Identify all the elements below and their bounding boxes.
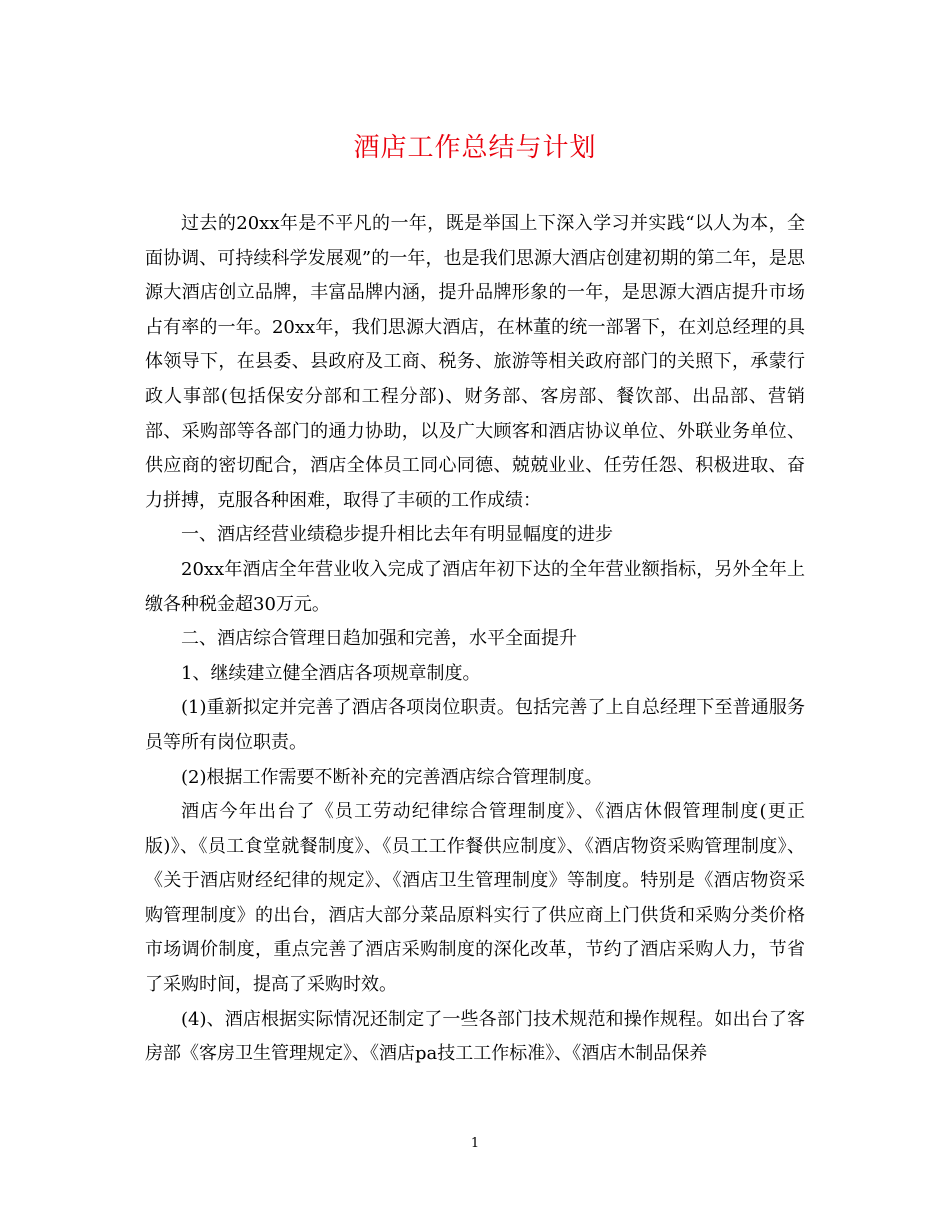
paragraph-revenue: 20xx年酒店全年营业收入完成了酒店年初下达的全年营业额指标，另外全年上缴各种税金超30万元。 — [145, 558, 805, 615]
subsection-heading-1: 1、继续建立健全酒店各项规章制度。 — [181, 662, 481, 684]
paragraph-intro: 过去的20xx年是不平凡的一年，既是举国上下深入学习并实践“以人为本，全面协调、可持续科学发展观”的一年，也是我们思源大酒店创建初期的第二年，是思源大酒店创立品牌，丰富品牌内涵，提升品牌形象的一年，是思源大酒店提升市场占有率的一年。20xx年，我们思源大酒店，在林董的统一部署下，在刘总经理的具体领导下，在县委、县政府及工商、税务、旅游等相关政府部门的关照下，承蒙行政人事部(包括保安分部和工程分部)、财务部、客房部、餐饮部、出品部、营销部、采购部等各部门的通力协助，以及广大顾客和酒店协议单位、外联业务单位、供应商的密切配合，酒店全体员工同心同德、兢兢业业、任劳任怨、积极进取、奋力拼搏，克服各种困难，取得了丰硕的工作成绩： — [145, 213, 805, 511]
section-heading-2: 二、酒店综合管理日趋加强和完善，水平全面提升 — [181, 628, 577, 650]
page-number: 1 — [470, 1136, 480, 1151]
section-heading-1: 一、酒店经营业绩稳步提升相比去年有明显幅度的进步 — [181, 524, 613, 546]
list-item-1: (1)重新拟定并完善了酒店各项岗位职责。包括完善了上自总经理下至普通服务员等所有岗位职责。 — [145, 697, 805, 753]
document-body — [145, 207, 805, 1072]
list-item-2: (2)根据工作需要不断补充的完善酒店综合管理制度。 — [181, 766, 603, 788]
list-item-4: (4)、酒店根据实际情况还制定了一些各部门技术规范和操作规程。如出台了客房部《客房卫生管理规定》、《酒店pa技工工作标准》、《酒店木制品保养 — [145, 1008, 805, 1065]
paragraph-regulations: 酒店今年出台了《员工劳动纪律综合管理制度》、《酒店休假管理制度(更正版)》、《员工食堂就餐制度》、《员工工作餐供应制度》、《酒店物资采购管理制度》、《关于酒店财经纪律的规定》、《酒店卫生管理制度》等制度。特别是《酒店物资采购管理制度》的出台，酒店大部分菜品原料实行了供应商上门供货和采购分类价格市场调价制度，重点完善了酒店采购制度的深化改革，节约了酒店采购人力，节省了采购时间，提高了采购时效。 — [145, 801, 805, 996]
document-title: 酒店工作总结与计划 — [353, 133, 597, 163]
